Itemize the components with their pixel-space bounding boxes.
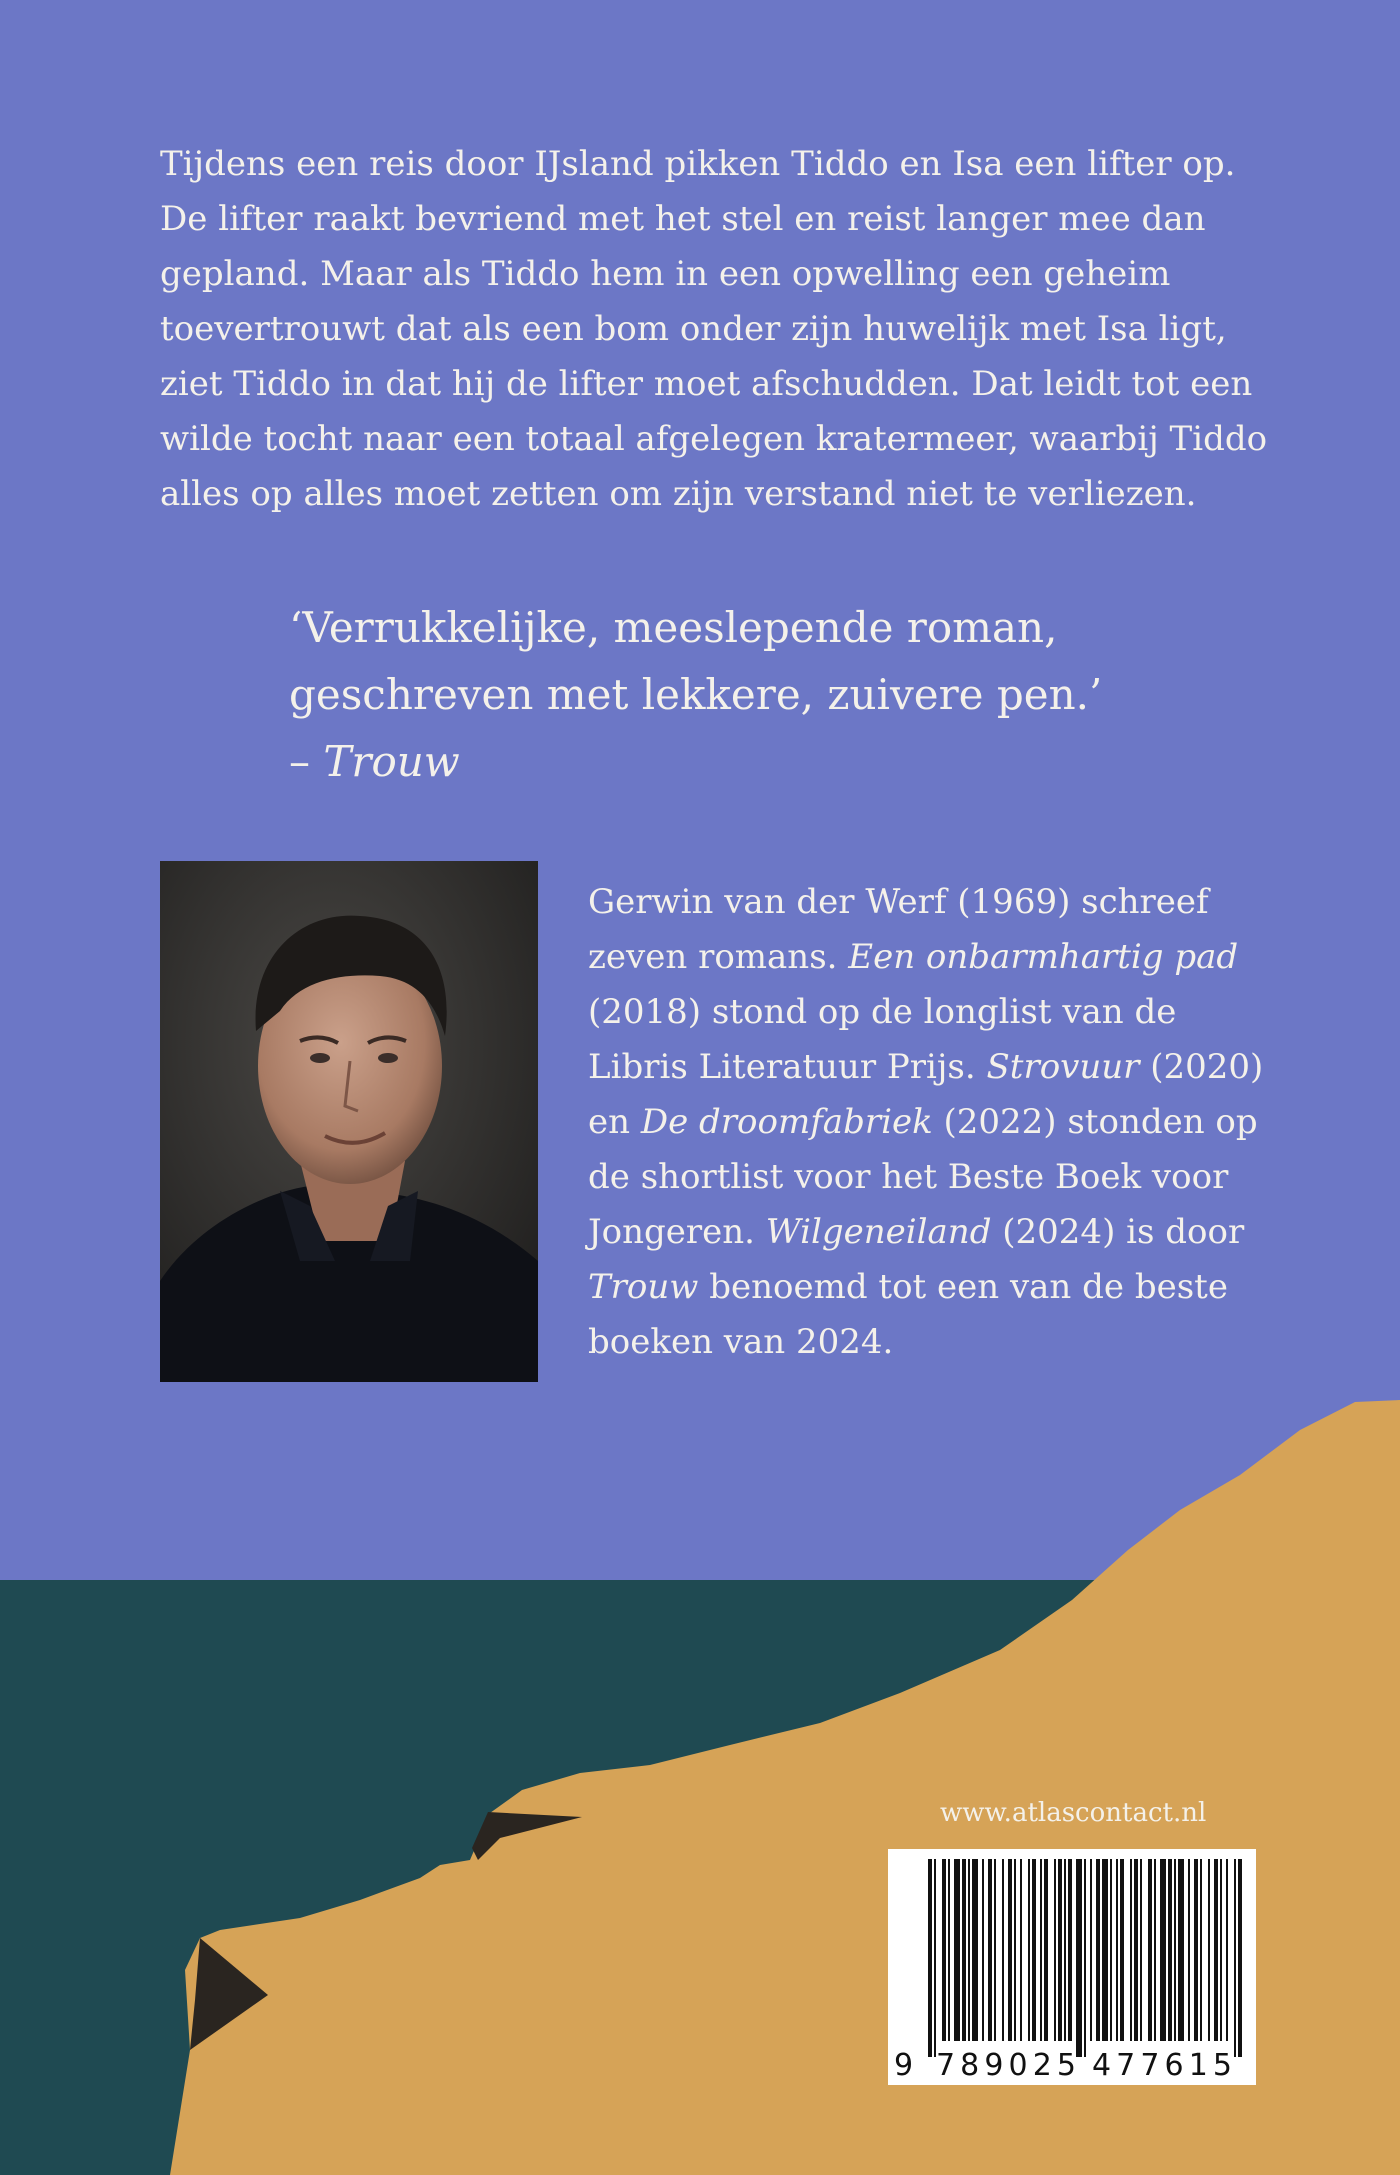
bio-line: de shortlist voor het Beste Boek voor bbox=[588, 1157, 1229, 1197]
barcode-bar bbox=[934, 1859, 936, 2057]
bio-line bbox=[588, 930, 1288, 985]
book-title: Strovuur bbox=[986, 1047, 1140, 1087]
bio-line bbox=[588, 1040, 1288, 1095]
barcode-bar bbox=[1234, 1859, 1236, 2057]
book-title: De droomfabriek bbox=[640, 1102, 933, 1142]
isbn-right-group: 477615 bbox=[1092, 2048, 1232, 2083]
barcode-bar bbox=[1208, 1859, 1210, 2041]
barcode-bar bbox=[1084, 1859, 1086, 2057]
bio-line bbox=[588, 1205, 1288, 1260]
blurb-line: ziet Tiddo in dat hij de lifter moet afschudden. Dat leidt tot een bbox=[160, 364, 1253, 404]
barcode-bar bbox=[954, 1859, 960, 2041]
barcode-bars bbox=[928, 1859, 1242, 2057]
barcode-bar bbox=[1226, 1859, 1228, 2041]
barcode-bar bbox=[1238, 1859, 1242, 2057]
bio-line bbox=[588, 1260, 1288, 1315]
barcode-bar bbox=[1154, 1859, 1156, 2041]
bio-line bbox=[588, 1095, 1288, 1150]
barcode-bar bbox=[1116, 1859, 1118, 2041]
book-title: Een onbarmhartig pad bbox=[848, 937, 1239, 977]
isbn-left-group: 789025 bbox=[936, 2048, 1076, 2083]
barcode-bar bbox=[1054, 1859, 1056, 2041]
bio-text: Jongeren. bbox=[588, 1212, 766, 1252]
isbn-barcode bbox=[888, 1849, 1256, 2085]
barcode-bar bbox=[1220, 1859, 1222, 2041]
barcode-bar bbox=[1032, 1859, 1036, 2041]
barcode-bar bbox=[1178, 1859, 1184, 2041]
barcode-bar bbox=[972, 1859, 978, 2041]
barcode-bar bbox=[928, 1859, 932, 2057]
barcode-bar bbox=[988, 1859, 992, 2041]
barcode-bar bbox=[1214, 1859, 1218, 2041]
barcode-bar bbox=[1140, 1859, 1142, 2041]
barcode-bar bbox=[1008, 1859, 1012, 2041]
bio-text: benoemd tot een van de beste bbox=[698, 1267, 1228, 1307]
bio-text: (2024) is door bbox=[991, 1212, 1245, 1252]
barcode-bar bbox=[1020, 1859, 1022, 2041]
quote-line: geschreven met lekkere, zuivere pen.’ bbox=[289, 670, 1103, 719]
barcode-bar bbox=[1148, 1859, 1152, 2041]
author-bio bbox=[588, 875, 1288, 1370]
bio-text: zeven romans. bbox=[588, 937, 849, 977]
bio-text: (2020) bbox=[1139, 1047, 1264, 1087]
bio-text: en bbox=[588, 1102, 641, 1142]
book-title: Wilgeneiland bbox=[765, 1212, 992, 1252]
barcode-graphic bbox=[888, 1849, 1256, 2085]
quote-source: Trouw bbox=[323, 737, 460, 786]
barcode-bar bbox=[982, 1859, 984, 2041]
barcode-bar bbox=[1068, 1859, 1072, 2041]
barcode-bar bbox=[968, 1859, 970, 2041]
bio-line: Gerwin van der Werf (1969) schreef bbox=[588, 882, 1209, 922]
barcode-bar bbox=[1188, 1859, 1190, 2041]
barcode-bar bbox=[1200, 1859, 1202, 2041]
barcode-bar bbox=[1058, 1859, 1062, 2041]
barcode-bar bbox=[962, 1859, 966, 2041]
quote-dash: – bbox=[289, 737, 324, 786]
barcode-bar bbox=[1110, 1859, 1112, 2041]
author-photo bbox=[160, 861, 538, 1382]
quote-line: ‘Verrukkelijke, meeslepende roman, bbox=[289, 603, 1058, 652]
blurb-line: alles op alles moet zetten om zijn verstand niet te verliezen. bbox=[160, 474, 1197, 514]
barcode-bar bbox=[1090, 1859, 1092, 2041]
barcode-bar bbox=[1040, 1859, 1042, 2041]
barcode-bar bbox=[1194, 1859, 1198, 2041]
barcode-bar bbox=[1134, 1859, 1138, 2041]
barcode-bar bbox=[1076, 1859, 1082, 2057]
publisher-website: www.atlascontact.nl bbox=[940, 1798, 1207, 1828]
blurb-text bbox=[160, 137, 1268, 522]
barcode-bar bbox=[1014, 1859, 1016, 2041]
author-portrait-illustration bbox=[160, 861, 538, 1382]
isbn-first-digit: 9 bbox=[894, 2048, 914, 2083]
barcode-bar bbox=[1102, 1859, 1108, 2041]
barcode-bar bbox=[1174, 1859, 1176, 2041]
review-quote bbox=[289, 594, 1189, 795]
blurb-line: Tijdens een reis door IJsland pikken Tiddo en Isa een lifter op. bbox=[160, 144, 1236, 184]
bio-line: boeken van 2024. bbox=[588, 1322, 894, 1362]
barcode-bar bbox=[1044, 1859, 1048, 2041]
barcode-bar bbox=[994, 1859, 996, 2041]
barcode-bar bbox=[1096, 1859, 1100, 2041]
barcode-bar bbox=[1160, 1859, 1166, 2041]
bio-text: (2022) stonden op bbox=[932, 1102, 1258, 1142]
barcode-bar bbox=[1168, 1859, 1172, 2041]
bio-line: (2018) stond op de longlist van de bbox=[588, 992, 1177, 1032]
blurb-line: wilde tocht naar een totaal afgelegen kratermeer, waarbij Tiddo bbox=[160, 419, 1268, 459]
barcode-bar bbox=[942, 1859, 946, 2041]
barcode-bar bbox=[1002, 1859, 1004, 2041]
barcode-bar bbox=[1120, 1859, 1124, 2041]
bio-text: Libris Literatuur Prijs. bbox=[588, 1047, 987, 1087]
blurb-line: De lifter raakt bevriend met het stel en reist langer mee dan bbox=[160, 199, 1206, 239]
barcode-bar bbox=[1130, 1859, 1132, 2041]
blurb-line: gepland. Maar als Tiddo hem in een opwelling een geheim bbox=[160, 254, 1171, 294]
quote-attribution bbox=[289, 728, 1189, 795]
barcode-bar bbox=[1028, 1859, 1030, 2041]
blurb-line: toevertrouwt dat als een bom onder zijn huwelijk met Isa ligt, bbox=[160, 309, 1227, 349]
barcode-bar bbox=[1064, 1859, 1066, 2041]
newspaper-title: Trouw bbox=[588, 1267, 699, 1307]
barcode-bar bbox=[948, 1859, 950, 2041]
